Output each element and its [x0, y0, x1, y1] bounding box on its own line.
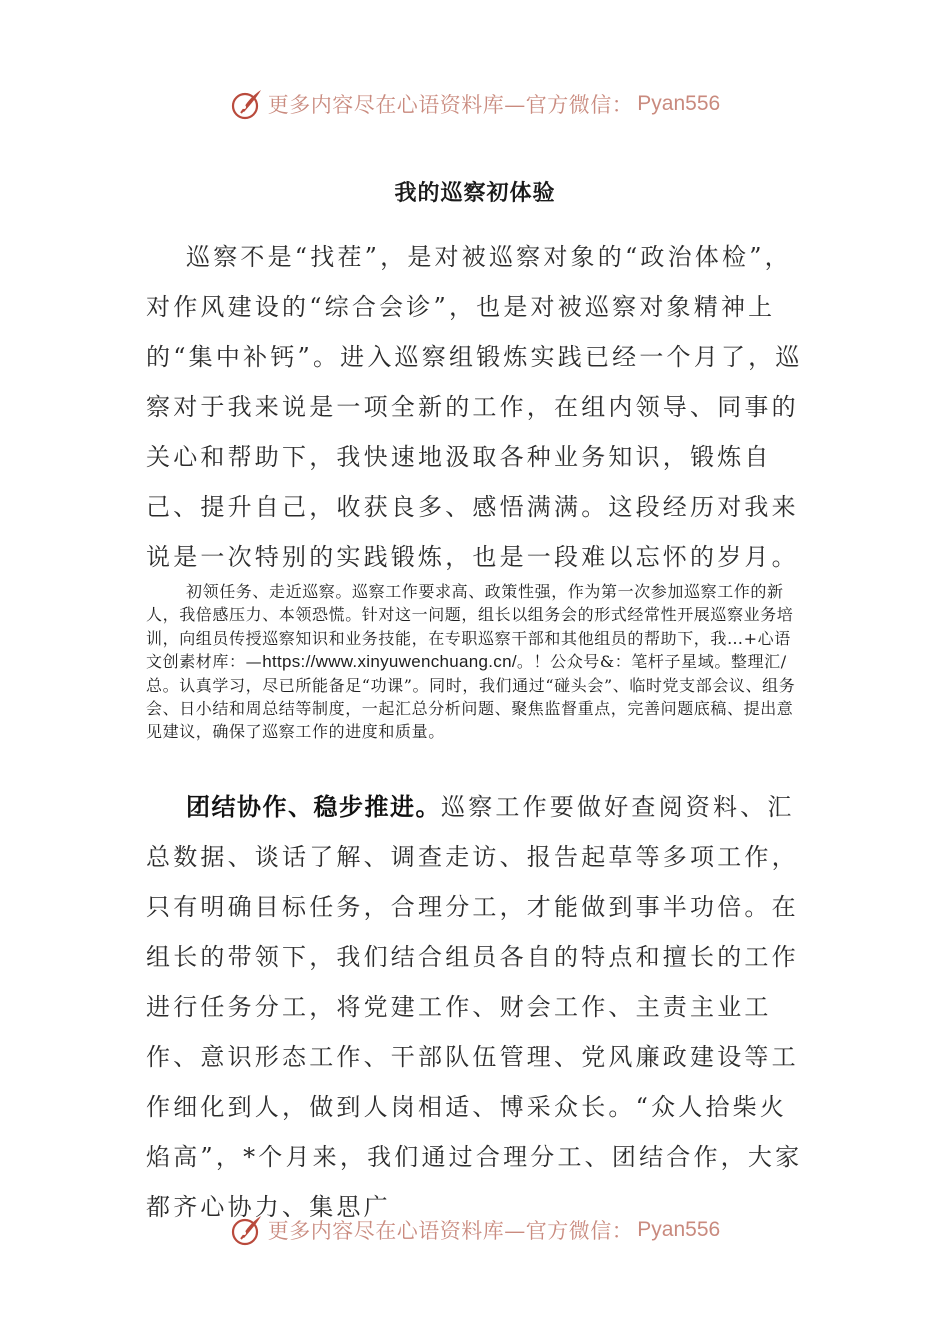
header-banner-text: 更多内容尽在心语资料库—官方微信：	[267, 93, 634, 117]
paragraph-first-task	[146, 580, 800, 744]
paragraph-teamwork-lead: 团结协作、稳步推进。	[186, 793, 441, 821]
paragraph-first-task-b: 。！公众号&：笔杆子星域。整理汇/总。认真学习，尽已所能备足“功课”。同时，我们通过“碰头会”、临时党支部会议、组务会、日小结和周总结等制度，一起汇总分析问题、聚焦监督重点，完善问题底稿、提出意见建议，确保了巡察工作的进度和质量。	[146, 652, 796, 742]
paragraph-intro: 巡察不是“找茬”，是对被巡察对象的“政治体检”，对作风建设的“综合会诊”，也是对被巡察对象精神上的“集中补钙”。进入巡察组锻炼实践已经一个月了，巡察对于我来说是一项全新的工作，在组内领导、同事的关心和帮助下，我快速地汲取各种业务知识，锻炼自己、提升自己，收获良多、感悟满满。这段经历对我来说是一次特别的实践锻炼，也是一段难以忘怀的岁月。	[146, 243, 803, 571]
header-banner	[0, 84, 950, 124]
footer-banner	[0, 1210, 950, 1250]
quill-pen-circle-icon	[230, 1213, 264, 1247]
paragraph-first-task-a: 初领任务、走近巡察。巡察工作要求高、政策性强，作为第一次参加巡察工作的新人，我倍感压力、本领恐慌。针对这一问题，组长以组务会的形式经常性开展巡察业务培训，向组员传授巡察知识和业务技能，在专职巡察干部和其他组员的帮助下，我…+心语文创素材库：—	[146, 582, 794, 672]
page-title: 我的巡察初体验	[394, 180, 556, 206]
paragraph-teamwork-body: 巡察工作要做好查阅资料、汇总数据、谈话了解、调查走访、报告起草等多项工作，只有明确目标任务，合理分工，才能做到事半功倍。在组长的带领下，我们结合组员各自的特点和擅长的工作进行任务分工，将党建工作、财会工作、主责主业工作、意识形态工作、干部队伍管理、党风廉政建设等工作细化到人，做到人岗相适、博采众长。“众人拾柴火焰高”，*个月来，我们通过合理分工、团结合作，大家都齐心协力、集思广	[146, 793, 803, 1221]
footer-wechat-id: Pyan556	[637, 1218, 721, 1241]
quill-pen-circle-icon	[230, 87, 264, 121]
footer-banner-text: 更多内容尽在心语资料库—官方微信：	[267, 1219, 634, 1243]
header-wechat-id: Pyan556	[637, 92, 721, 115]
source-url-link[interactable]: https://www.xinyuwenchuang.cn/	[262, 652, 517, 672]
paragraph-teamwork	[146, 782, 806, 1232]
